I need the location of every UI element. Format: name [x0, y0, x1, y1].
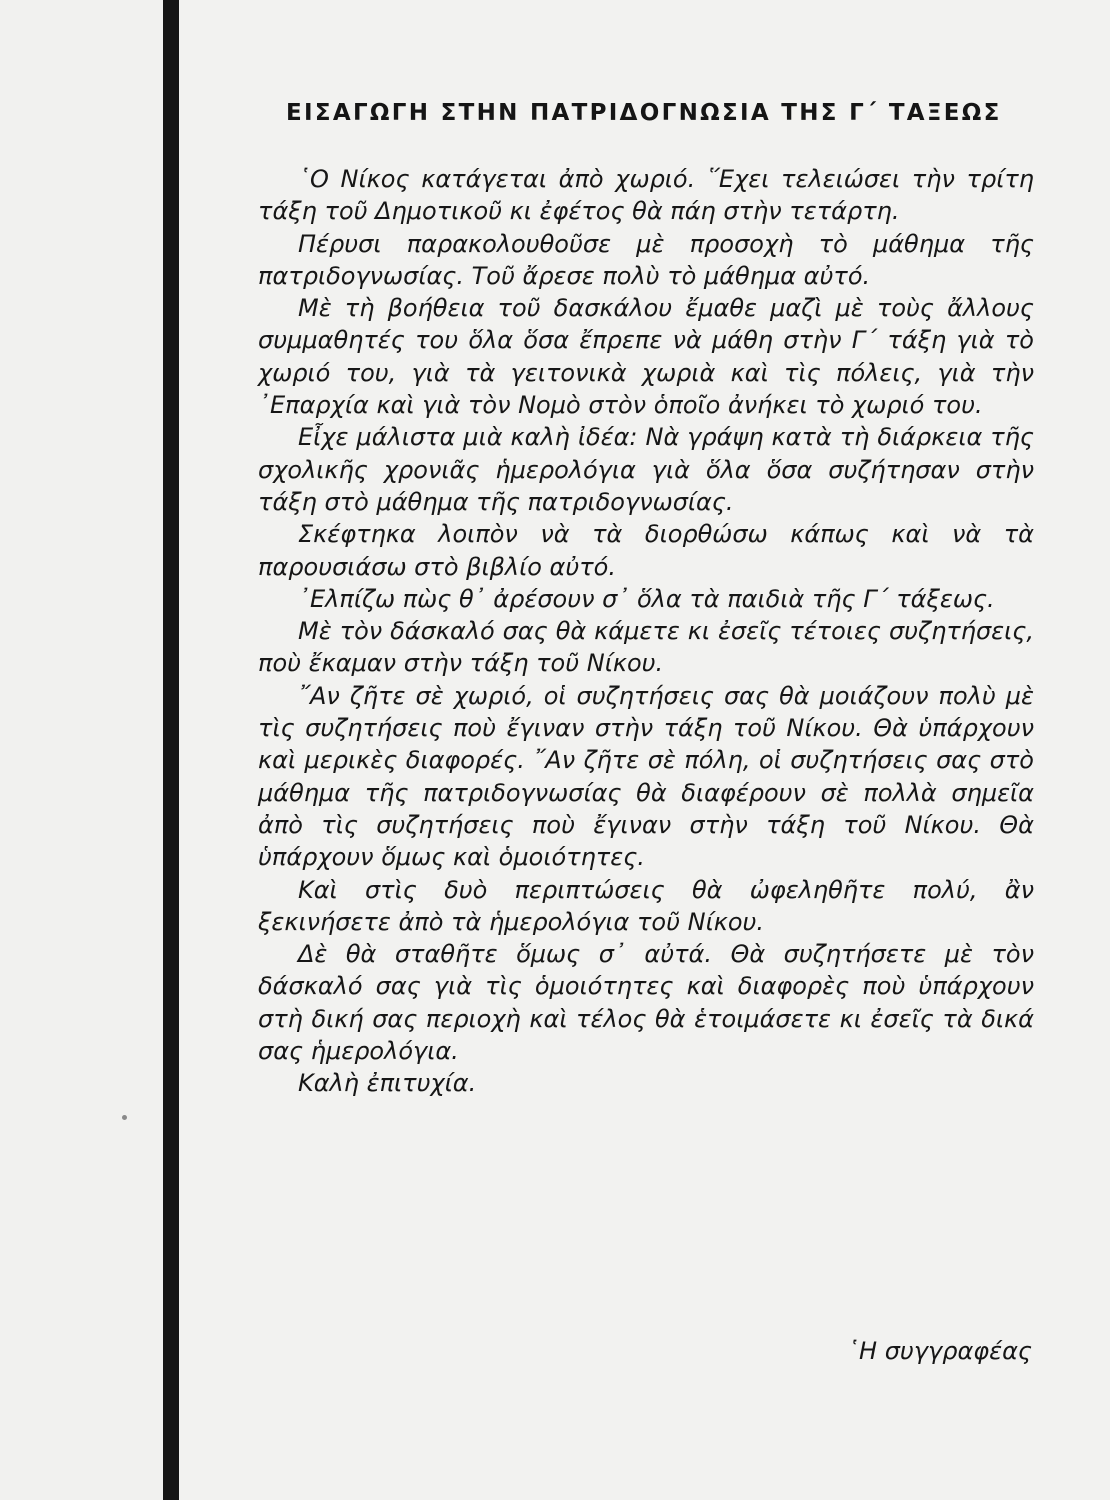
- paragraph: Δὲ θὰ σταθῆτε ὅμως σ᾽ αὐτά. Θὰ συζητήσετε μὲ τὸν δάσκαλό σας γιὰ τὶς ὁμοιότητες καὶ διαφορὲς ποὺ ὑπάρχουν στὴ δική σας περιοχὴ καὶ τέλος θὰ ἑτοιμάσετε κι ἐσεῖς τὰ δικά σας ἡμερολόγια.: [258, 940, 1034, 1066]
- paragraph: Πέρυσι παρακολουθοῦσε μὲ προσοχὴ τὸ μάθημα τῆς πατριδογνωσίας. Τοῦ ἄρεσε πολὺ τὸ μάθημα αὐτό.: [258, 229, 1034, 290]
- paragraph: Μὲ τὸν δάσκαλό σας θὰ κάμετε κι ἐσεῖς τέτοιες συζητήσεις, ποὺ ἔκαμαν στὴν τάξη τοῦ Νίκου.: [258, 617, 1034, 678]
- page-heading: ΕΙΣΑΓΩΓΗ ΣΤΗΝ ΠΑΤΡΙΔΟΓΝΩΣΙΑ ΤΗΣ Γ΄ ΤΑΞΕΩΣ: [286, 100, 1002, 126]
- paragraph: Καὶ στὶς δυὸ περιπτώσεις θὰ ὠφεληθῆτε πολύ, ἂν ξεκινήσετε ἀπὸ τὰ ἡμερολόγια τοῦ Νίκου.: [258, 875, 1034, 936]
- paragraph: ῾Ο Νίκος κατάγεται ἀπὸ χωριό. ῞Εχει τελειώσει τὴν τρίτη τάξη τοῦ Δημοτικοῦ κι ἐφέτος θὰ πάη στὴν τετάρτη.: [258, 165, 1034, 226]
- paragraph: Εἶχε μάλιστα μιὰ καλὴ ἰδέα: Νὰ γράψη κατὰ τὴ διάρκεια τῆς σχολικῆς χρονιᾶς ἡμερολόγια γιὰ ὅλα ὅσα συζήτησαν στὴν τάξη στὸ μάθημα τῆς πατριδογνωσίας.: [258, 423, 1034, 516]
- paragraph: Καλὴ ἐπιτυχία.: [298, 1069, 477, 1098]
- paragraph: Μὲ τὴ βοήθεια τοῦ δασκάλου ἔμαθε μαζὶ μὲ τοὺς ἄλλους συμμαθητές του ὅλα ὅσα ἔπρεπε νὰ μάθη στὴν Γ΄ τάξη γιὰ τὸ χωριό του, γιὰ τὰ γειτονικὰ χωριὰ καὶ τὶς πόλεις, γιὰ τὴν ᾽Επαρχία καὶ γιὰ τὸν Νομὸ στὸν ὁποῖο ἀνήκει τὸ χωριό του.: [258, 294, 1034, 420]
- paragraph: Σκέφτηκα λοιπὸν νὰ τὰ διορθώσω κάπως καὶ νὰ τὰ παρουσιάσω στὸ βιβλίο αὐτό.: [258, 520, 1034, 581]
- author-signature: ῾Η συγγραφέας: [847, 1337, 1032, 1365]
- paragraph: ῎Αν ζῆτε σὲ χωριό, οἱ συζητήσεις σας θὰ μοιάζουν πολὺ μὲ τὶς συζητήσεις ποὺ ἔγιναν στὴν τάξη τοῦ Νίκου. Θὰ ὑπάρχουν καὶ μερικὲς διαφορές. ῎Αν ζῆτε σὲ πόλη, οἱ συζητήσεις σας στὸ μάθημα τῆς πατριδογνωσίας θὰ διαφέρουν σὲ πολλὰ σημεῖα ἀπὸ τὶς συζητήσεις ποὺ ἔγιναν στὴν τάξη τοῦ Νίκου. Θὰ ὑπάρχουν ὅμως καὶ ὁμοιότητες.: [258, 681, 1034, 872]
- paragraph: ᾽Ελπίζω πὼς θ᾽ ἀρέσουν σ᾽ ὅλα τὰ παιδιὰ τῆς Γ΄ τάξεως.: [298, 584, 995, 613]
- page-blemish: [122, 1115, 127, 1120]
- gutter-shadow-line: [163, 0, 179, 1500]
- book-gutter: [0, 0, 163, 1500]
- introduction-text: [258, 163, 1034, 1100]
